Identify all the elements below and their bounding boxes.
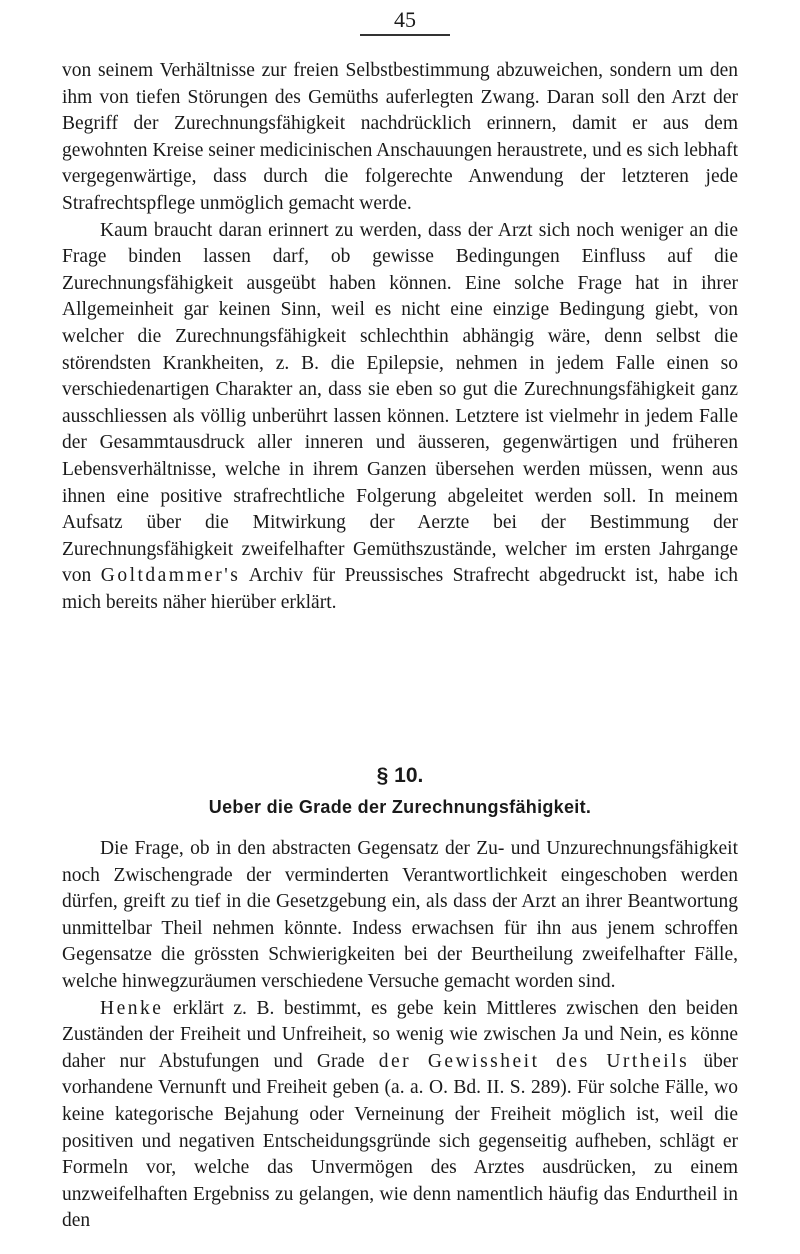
spaced-name-text: Goltdammer's	[100, 565, 241, 587]
page-number: 45	[360, 6, 450, 36]
paragraph-text: von seinem Verhältnisse zur freien Selbstbestimmung abzuweichen, sondern um den ihm von tiefen Störungen des Gemüths auferlegten Zwang. Daran soll den Arzt der Begriff der Zurechnungsfähigkeit nachdrücklich erinnern, damit er aus dem gewohnten Kreise seiner medicinischen Anschauungen heraustrete, und es sich lebhaft vergegenwärtige, dass durch die folgerechte Anwendung der letzteren jede Strafrechtspflege unmöglich gemacht werde.	[62, 60, 738, 214]
paragraph-text: über vorhandene Vernunft und Freiheit geben (a. a. O. Bd. II. S. 289). Für solche Fälle, wo keine kategorische Bejahung oder Verneinung der Freiheit möglich ist, weil die positiven und negativen Entscheidungsgründe sich gegenseitig aufheben, schlägt er Formeln vor, welche das Unvermögen des Arztes ausdrücken, zu einem unzweifelhaften Ergebniss zu gelangen, wie denn namentlich häufig das Endurtheil in den	[62, 1050, 738, 1232]
section-title: Ueber die Grade der Zurechnungsfähigkeit.	[208, 797, 592, 817]
section-number: § 10.	[376, 764, 424, 787]
paragraph-text: Die Frage, ob in den abstracten Gegensatz der Zu- und Unzurechnungsfähigkeit noch Zwischengrade der verminderten Verantwortlichkeit eingeschoben werden dürfen, greift zu tief in die Gesetzgebung ein, als dass der Arzt an ihrer Beantwortung unmittelbar Theil nehmen könnte. Indess erwachsen für ihn aus jenem schroffen Gegensatze die grössten Schwierigkeiten bei der Beurtheilung zweifelhafter Fälle, welche hinwegzuräumen verschiedene Versuche gemacht worden sind.	[62, 838, 738, 992]
text-block-top	[62, 58, 738, 616]
paragraph	[62, 836, 738, 996]
paragraph-text: Kaum braucht daran erinnert zu werden, dass der Arzt sich noch weniger an die Frage binden lassen darf, ob gewisse Bedingungen Einfluss auf die Zurechnungsfähigkeit ausgeübt haben können. Eine solche Frage hat in ihrer Allgemeinheit gar keinen Sinn, weil es nicht eine einzige Bedingung giebt, von welcher die Zurechnungsfähigkeit schlechthin abhängig wäre, denn selbst die störendsten Krankheiten, z. B. die Epilepsie, nehmen in jedem Falle einen so verschiedenartigen Charakter an, dass sie eben so gut die Zurechnungsfähigkeit ganz ausschliessen als völlig unberührt lassen können. Letztere ist vielmehr in jedem Falle der Gesammtausdruck aller inneren und äusseren, gegenwärtigen und früheren Lebensverhältnisse, welche in ihrem Ganzen übersehen werden müssen, wenn aus ihnen eine positive strafrechtliche Folgerung abgeleitet werden soll. In meinem Aufsatz über die Mitwirkung der Aerzte bei der Bestimmung der Zurechnungsfähigkeit zweifelhafter Gemüthszustände, welcher im ersten Jahrgange von	[62, 219, 738, 587]
paragraph	[62, 218, 738, 617]
spaced-name-text: der Gewissheit des Urtheils	[378, 1050, 690, 1072]
paragraph	[62, 58, 738, 218]
paragraph-text: Archiv für Preussisches Strafrecht abgedruckt ist, habe ich mich bereits näher hierüber erklärt.	[62, 565, 739, 613]
paragraph	[62, 996, 738, 1235]
spaced-name-text: Henke	[100, 997, 164, 1019]
paragraph-text: erklärt z. B. bestimmt, es gebe kein Mittleres zwischen den beiden Zuständen der Freiheit und Unfreiheit, so wenig wie zwischen Ja und Nein, es könne daher nur Abstufungen und Grade	[62, 997, 738, 1072]
text-block-bottom	[62, 836, 738, 1235]
